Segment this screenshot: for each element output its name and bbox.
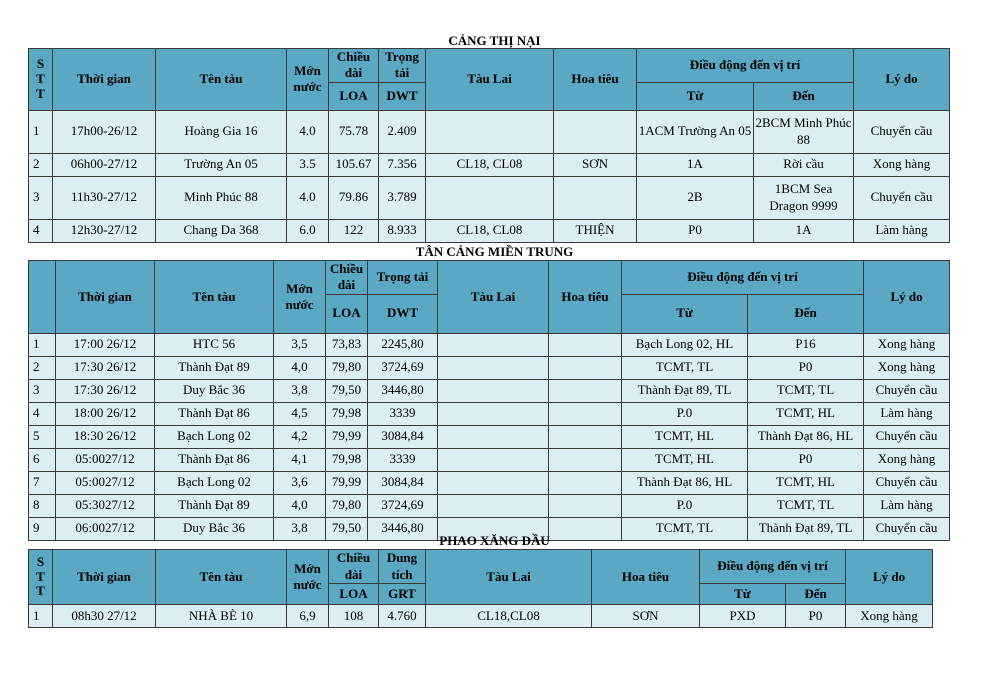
tonnage-cell: 3724,69 [368, 494, 438, 517]
schedule-table [28, 549, 933, 628]
draft-cell: 6.0 [287, 219, 329, 242]
table-row [29, 356, 950, 379]
reason-cell: Xong hàng [864, 448, 950, 471]
reason-cell: Chuyển cầu [864, 471, 950, 494]
table-row [29, 448, 950, 471]
tonnage-cell: 3339 [368, 448, 438, 471]
pilot-cell: SƠN [554, 153, 637, 176]
reason-cell: Xong hàng [854, 153, 950, 176]
header-reason: Lý do [864, 261, 950, 334]
header-tonnage-unit: DWT [368, 294, 438, 333]
header-stt: S T T [29, 550, 53, 605]
stt-cell: 1 [29, 605, 53, 628]
to-cell: P16 [748, 333, 864, 356]
time-cell: 06h00-27/12 [53, 153, 156, 176]
header-length: Chiều dài [326, 261, 368, 295]
to-cell: TCMT, TL [748, 494, 864, 517]
ship-name-cell: Duy Bắc 36 [155, 517, 274, 540]
table-row [29, 153, 950, 176]
tug-cell [438, 494, 549, 517]
length-cell: 122 [329, 219, 379, 242]
stt-cell: 8 [29, 494, 56, 517]
tug-cell [438, 333, 549, 356]
header-from: Từ [700, 584, 786, 605]
length-cell: 79,98 [326, 448, 368, 471]
length-cell: 79,80 [326, 356, 368, 379]
length-cell: 79,98 [326, 402, 368, 425]
draft-cell: 3,8 [274, 517, 326, 540]
from-cell: TCMT, HL [622, 448, 748, 471]
pilot-cell [549, 402, 622, 425]
schedule-table [28, 260, 950, 541]
pilot-cell [549, 471, 622, 494]
header-draft: Mớn nước [287, 49, 329, 111]
table-row [29, 219, 950, 242]
stt-cell: 1 [29, 110, 53, 153]
reason-cell: Chuyển cầu [864, 379, 950, 402]
header-length-unit: LOA [326, 294, 368, 333]
table-row [29, 333, 950, 356]
from-cell: P.0 [622, 494, 748, 517]
stt-cell: 5 [29, 425, 56, 448]
header-reason: Lý do [854, 49, 950, 111]
header-from: Từ [637, 82, 754, 110]
to-cell: Thành Đạt 86, HL [748, 425, 864, 448]
from-cell: PXD [700, 605, 786, 628]
header-ship-name: Tên tàu [155, 261, 274, 334]
from-cell: Bạch Long 02, HL [622, 333, 748, 356]
header-pilot: Hoa tiêu [549, 261, 622, 334]
tug-cell [426, 176, 554, 219]
reason-cell: Chuyển cầu [864, 425, 950, 448]
header-tug: Tàu Lai [438, 261, 549, 334]
to-cell: P0 [748, 448, 864, 471]
to-cell: Thành Đạt 89, TL [748, 517, 864, 540]
ship-name-cell: Minh Phúc 88 [156, 176, 287, 219]
table-row [29, 494, 950, 517]
table-row [29, 425, 950, 448]
header-tonnage-unit: GRT [379, 584, 426, 605]
section-title: CẢNG THỊ NẠI [448, 33, 541, 48]
ship-name-cell: Thành Đạt 86 [155, 448, 274, 471]
reason-cell: Xong hàng [864, 356, 950, 379]
schedule-table [28, 48, 950, 243]
time-cell: 12h30-27/12 [53, 219, 156, 242]
time-cell: 17:00 26/12 [56, 333, 155, 356]
stt-cell: 4 [29, 219, 53, 242]
draft-cell: 4,5 [274, 402, 326, 425]
header-tonnage-unit: DWT [379, 82, 426, 110]
tug-cell [438, 402, 549, 425]
header-draft: Mớn nước [287, 550, 329, 605]
header-to: Đến [786, 584, 846, 605]
ship-name-cell: Thành Đạt 86 [155, 402, 274, 425]
length-cell: 79,50 [326, 517, 368, 540]
ship-name-cell: Hoàng Gia 16 [156, 110, 287, 153]
from-cell: 1ACM Trường An 05 [637, 110, 754, 153]
from-cell: 1A [637, 153, 754, 176]
tug-cell [438, 356, 549, 379]
pilot-cell [549, 333, 622, 356]
header-move-to: Điều động đến vị trí [700, 550, 846, 584]
tug-cell [438, 471, 549, 494]
header-tonnage: Trọng tải [368, 261, 438, 295]
ship-name-cell: Bạch Long 02 [155, 471, 274, 494]
ship-name-cell: Bạch Long 02 [155, 425, 274, 448]
to-cell: 2BCM Minh Phúc 88 [754, 110, 854, 153]
from-cell: P.0 [622, 402, 748, 425]
stt-cell: 2 [29, 153, 53, 176]
ship-name-cell: HTC 56 [155, 333, 274, 356]
draft-cell: 3,5 [274, 333, 326, 356]
ship-name-cell: Trường An 05 [156, 153, 287, 176]
length-cell: 79,99 [326, 425, 368, 448]
tonnage-cell: 3339 [368, 402, 438, 425]
to-cell: 1A [754, 219, 854, 242]
tug-cell: CL18, CL08 [426, 219, 554, 242]
from-cell: P0 [637, 219, 754, 242]
tonnage-cell: 3.789 [379, 176, 426, 219]
section-title: TÂN CẢNG MIỀN TRUNG [415, 244, 574, 259]
table-row [29, 471, 950, 494]
length-cell: 73,83 [326, 333, 368, 356]
from-cell: Thành Đạt 86, HL [622, 471, 748, 494]
reason-cell: Chuyển cầu [854, 110, 950, 153]
time-cell: 17:30 26/12 [56, 356, 155, 379]
ship-name-cell: Chang Da 368 [156, 219, 287, 242]
length-cell: 79,99 [326, 471, 368, 494]
header-time: Thời gian [56, 261, 155, 334]
stt-cell: 3 [29, 176, 53, 219]
from-cell: TCMT, TL [622, 517, 748, 540]
draft-cell: 4,0 [274, 494, 326, 517]
section-title: PHAO XĂNG DẦU [439, 533, 550, 548]
table-row [29, 110, 950, 153]
length-cell: 79.86 [329, 176, 379, 219]
time-cell: 05:0027/12 [56, 471, 155, 494]
ship-name-cell: Thành Đạt 89 [155, 356, 274, 379]
to-cell: TCMT, TL [748, 379, 864, 402]
from-cell: 2B [637, 176, 754, 219]
ship-name-cell: Thành Đạt 89 [155, 494, 274, 517]
time-cell: 11h30-27/12 [53, 176, 156, 219]
tonnage-cell: 3084,84 [368, 471, 438, 494]
from-cell: TCMT, HL [622, 425, 748, 448]
tug-cell: CL18, CL08 [426, 153, 554, 176]
tonnage-cell: 7.356 [379, 153, 426, 176]
draft-cell: 3.5 [287, 153, 329, 176]
draft-cell: 3,6 [274, 471, 326, 494]
time-cell: 18:30 26/12 [56, 425, 155, 448]
draft-cell: 4,1 [274, 448, 326, 471]
header-tug: Tàu Lai [426, 49, 554, 111]
from-cell: TCMT, TL [622, 356, 748, 379]
draft-cell: 4,2 [274, 425, 326, 448]
to-cell: P0 [748, 356, 864, 379]
header-pilot: Hoa tiêu [592, 550, 700, 605]
header-to: Đến [748, 294, 864, 333]
reason-cell: Xong hàng [864, 333, 950, 356]
header-stt: S T T [29, 49, 53, 111]
to-cell: 1BCM Sea Dragon 9999 [754, 176, 854, 219]
header-time: Thời gian [53, 49, 156, 111]
reason-cell: Làm hàng [864, 402, 950, 425]
ship-name-cell: NHÀ BÈ 10 [156, 605, 287, 628]
stt-cell: 7 [29, 471, 56, 494]
stt-cell: 4 [29, 402, 56, 425]
pilot-cell [549, 448, 622, 471]
length-cell: 79,80 [326, 494, 368, 517]
header-from: Từ [622, 294, 748, 333]
to-cell: TCMT, HL [748, 402, 864, 425]
pilot-cell [554, 176, 637, 219]
header-draft: Mớn nước [274, 261, 326, 334]
reason-cell: Chuyển cầu [854, 176, 950, 219]
header-tonnage: Trọng tải [379, 49, 426, 83]
header-move-to: Điều động đến vị trí [637, 49, 854, 83]
table-row [29, 605, 933, 628]
tonnage-cell: 8.933 [379, 219, 426, 242]
pilot-cell [549, 494, 622, 517]
stt-cell: 9 [29, 517, 56, 540]
draft-cell: 6,9 [287, 605, 329, 628]
tug-cell [438, 448, 549, 471]
reason-cell: Làm hàng [854, 219, 950, 242]
tonnage-cell: 2245,80 [368, 333, 438, 356]
time-cell: 05:0027/12 [56, 448, 155, 471]
stt-cell: 1 [29, 333, 56, 356]
length-cell: 79,50 [326, 379, 368, 402]
stt-cell: 3 [29, 379, 56, 402]
stt-cell: 6 [29, 448, 56, 471]
reason-cell: Chuyển cầu [864, 517, 950, 540]
header-length-unit: LOA [329, 82, 379, 110]
time-cell: 06:0027/12 [56, 517, 155, 540]
draft-cell: 4.0 [287, 110, 329, 153]
header-time: Thời gian [53, 550, 156, 605]
header-ship-name: Tên tàu [156, 49, 287, 111]
tonnage-cell: 2.409 [379, 110, 426, 153]
header-length-unit: LOA [329, 584, 379, 605]
header-tonnage: Dung tích [379, 550, 426, 584]
length-cell: 105.67 [329, 153, 379, 176]
tonnage-cell: 3446,80 [368, 379, 438, 402]
pilot-cell [549, 425, 622, 448]
tug-cell [438, 379, 549, 402]
tonnage-cell: 3084,84 [368, 425, 438, 448]
header-length: Chiều dài [329, 550, 379, 584]
table-row [29, 176, 950, 219]
draft-cell: 3,8 [274, 379, 326, 402]
time-cell: 08h30 27/12 [53, 605, 156, 628]
time-cell: 18:00 26/12 [56, 402, 155, 425]
header-reason: Lý do [846, 550, 933, 605]
header-pilot: Hoa tiêu [554, 49, 637, 111]
table-row [29, 379, 950, 402]
header-ship-name: Tên tàu [156, 550, 287, 605]
tonnage-cell: 4.760 [379, 605, 426, 628]
time-cell: 17:30 26/12 [56, 379, 155, 402]
ship-name-cell: Duy Bắc 36 [155, 379, 274, 402]
length-cell: 108 [329, 605, 379, 628]
pilot-cell [554, 110, 637, 153]
tug-cell: CL18,CL08 [426, 605, 592, 628]
pilot-cell [549, 379, 622, 402]
tonnage-cell: 3724,69 [368, 356, 438, 379]
pilot-cell [549, 356, 622, 379]
header-move-to: Điều động đến vị trí [622, 261, 864, 295]
pilot-cell: SƠN [592, 605, 700, 628]
draft-cell: 4,0 [274, 356, 326, 379]
header-to: Đến [754, 82, 854, 110]
time-cell: 17h00-26/12 [53, 110, 156, 153]
tug-cell [426, 110, 554, 153]
time-cell: 05:3027/12 [56, 494, 155, 517]
tonnage-cell: 3446,80 [368, 517, 438, 540]
pilot-cell: THIỆN [554, 219, 637, 242]
to-cell: TCMT, HL [748, 471, 864, 494]
to-cell: Rời cầu [754, 153, 854, 176]
header-tug: Tàu Lai [426, 550, 592, 605]
draft-cell: 4.0 [287, 176, 329, 219]
from-cell: Thành Đạt 89, TL [622, 379, 748, 402]
tug-cell [438, 425, 549, 448]
reason-cell: Làm hàng [864, 494, 950, 517]
to-cell: P0 [786, 605, 846, 628]
table-row [29, 402, 950, 425]
header-length: Chiều dài [329, 49, 379, 83]
reason-cell: Xong hàng [846, 605, 933, 628]
length-cell: 75.78 [329, 110, 379, 153]
stt-cell: 2 [29, 356, 56, 379]
header-stt [29, 261, 56, 334]
